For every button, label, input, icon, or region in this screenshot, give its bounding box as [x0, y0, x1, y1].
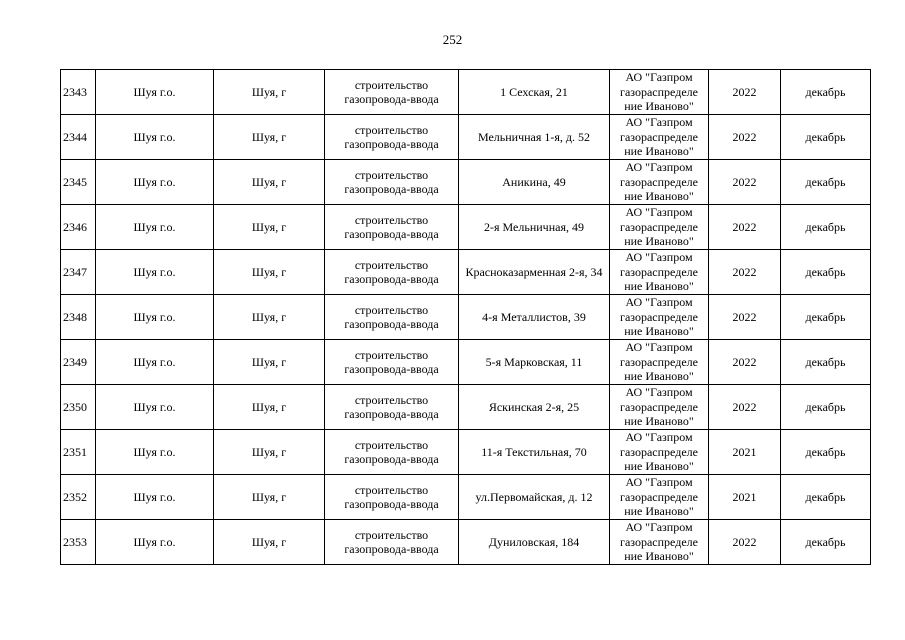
settlement: Шуя, г [251, 220, 287, 234]
month: декабрь [805, 220, 846, 234]
work-type-line1: строительство [354, 303, 429, 317]
row-number-cell [61, 520, 96, 565]
owner-line1: АО "Газпром [625, 385, 693, 400]
month-cell [781, 70, 871, 115]
row-number: 2350 [63, 400, 87, 414]
settlement-cell [214, 160, 325, 205]
municipality: Шуя г.о. [133, 355, 176, 369]
owner-line3: ние Иваново" [624, 189, 694, 204]
settlement-cell [214, 250, 325, 295]
year-cell [709, 295, 781, 340]
year: 2022 [732, 85, 757, 99]
month-cell [781, 205, 871, 250]
address-cell [459, 430, 610, 475]
settlement: Шуя, г [251, 130, 287, 144]
owner-line2: газораспределе [620, 399, 698, 414]
month: декабрь [805, 265, 846, 279]
settlement-cell [214, 340, 325, 385]
owner-line3: ние Иваново" [624, 99, 694, 114]
address: 11-я Текстильная, 70 [481, 445, 587, 459]
address: Яскинская 2-я, 25 [488, 400, 580, 414]
year-cell [709, 385, 781, 430]
municipality: Шуя г.о. [133, 175, 176, 189]
municipality-cell [96, 70, 214, 115]
year-cell [709, 70, 781, 115]
work-type-line2: газопровода-ввода [344, 542, 439, 556]
owner-line1: АО "Газпром [625, 520, 693, 535]
municipality-cell [96, 520, 214, 565]
settlement: Шуя, г [251, 85, 287, 99]
table-row [61, 520, 871, 565]
owner-line2: газораспределе [620, 174, 698, 189]
address-cell [459, 70, 610, 115]
owner-line3: ние Иваново" [624, 234, 694, 249]
address-cell [459, 295, 610, 340]
municipality-cell [96, 160, 214, 205]
settlement-cell [214, 70, 325, 115]
month-cell [781, 250, 871, 295]
work-type-line2: газопровода-ввода [344, 317, 439, 331]
owner-line1: АО "Газпром [625, 475, 693, 490]
work-type-line1: строительство [354, 528, 429, 542]
work-type-cell [325, 250, 459, 295]
owner-line1: АО "Газпром [625, 295, 693, 310]
settlement: Шуя, г [251, 490, 287, 504]
address: Дуниловская, 184 [488, 535, 580, 549]
municipality-cell [96, 385, 214, 430]
row-number: 2344 [63, 130, 87, 144]
row-number: 2345 [63, 175, 87, 189]
work-type-cell [325, 385, 459, 430]
settlement-cell [214, 385, 325, 430]
year-cell [709, 520, 781, 565]
row-number-cell [61, 430, 96, 475]
work-type-cell [325, 475, 459, 520]
work-type-line2: газопровода-ввода [344, 362, 439, 376]
owner-line3: ние Иваново" [624, 504, 694, 519]
month: декабрь [805, 445, 846, 459]
row-number-cell [61, 385, 96, 430]
month: декабрь [805, 85, 846, 99]
municipality: Шуя г.о. [133, 85, 176, 99]
address: Красноказарменная 2-я, 34 [465, 265, 603, 279]
address-cell [459, 385, 610, 430]
owner-cell [610, 340, 709, 385]
row-number-cell [61, 205, 96, 250]
settlement: Шуя, г [251, 445, 287, 459]
address-cell [459, 160, 610, 205]
municipality: Шуя г.о. [133, 490, 176, 504]
table-row [61, 115, 871, 160]
owner-line3: ние Иваново" [624, 369, 694, 384]
municipality: Шуя г.о. [133, 400, 176, 414]
table-row [61, 250, 871, 295]
month-cell [781, 520, 871, 565]
settlement: Шуя, г [251, 175, 287, 189]
owner-cell [610, 250, 709, 295]
month-cell [781, 115, 871, 160]
owner-line2: газораспределе [620, 129, 698, 144]
work-type-line2: газопровода-ввода [344, 452, 439, 466]
settlement-cell [214, 115, 325, 160]
work-type-cell [325, 430, 459, 475]
work-type-line1: строительство [354, 258, 429, 272]
owner-line2: газораспределе [620, 264, 698, 279]
owner-cell [610, 205, 709, 250]
year: 2022 [732, 355, 757, 369]
work-type-cell [325, 160, 459, 205]
owner-line1: АО "Газпром [625, 250, 693, 265]
table-row [61, 475, 871, 520]
work-type-line1: строительство [354, 123, 429, 137]
month-cell [781, 475, 871, 520]
owner-cell [610, 160, 709, 205]
row-number: 2352 [63, 490, 87, 504]
municipality: Шуя г.о. [133, 220, 176, 234]
settlement: Шуя, г [251, 265, 287, 279]
address: 2-я Мельничная, 49 [484, 220, 584, 234]
address-cell [459, 475, 610, 520]
work-type-line2: газопровода-ввода [344, 497, 439, 511]
address-cell [459, 115, 610, 160]
year: 2022 [732, 310, 757, 324]
owner-line1: АО "Газпром [625, 160, 693, 175]
owner-line3: ние Иваново" [624, 144, 694, 159]
owner-line2: газораспределе [620, 534, 698, 549]
owner-cell [610, 385, 709, 430]
month: декабрь [805, 490, 846, 504]
month-cell [781, 295, 871, 340]
work-type-line1: строительство [354, 438, 429, 452]
table-row [61, 385, 871, 430]
owner-line3: ние Иваново" [624, 414, 694, 429]
work-type-line1: строительство [354, 213, 429, 227]
municipality: Шуя г.о. [133, 310, 176, 324]
municipality: Шуя г.о. [133, 535, 176, 549]
year: 2022 [732, 265, 757, 279]
year: 2021 [732, 445, 757, 459]
month: декабрь [805, 355, 846, 369]
work-type-line1: строительство [354, 78, 429, 92]
row-number-cell [61, 250, 96, 295]
year: 2022 [732, 220, 757, 234]
owner-line3: ние Иваново" [624, 459, 694, 474]
work-type-line2: газопровода-ввода [344, 92, 439, 106]
work-type-line2: газопровода-ввода [344, 182, 439, 196]
owner-line3: ние Иваново" [624, 279, 694, 294]
owner-cell [610, 520, 709, 565]
table-row [61, 70, 871, 115]
settlement: Шуя, г [251, 310, 287, 324]
address-cell [459, 205, 610, 250]
owner-line1: АО "Газпром [625, 340, 693, 355]
month: декабрь [805, 400, 846, 414]
municipality-cell [96, 430, 214, 475]
municipality-cell [96, 115, 214, 160]
work-type-line2: газопровода-ввода [344, 137, 439, 151]
settlement: Шуя, г [251, 535, 287, 549]
year-cell [709, 430, 781, 475]
month-cell [781, 160, 871, 205]
owner-cell [610, 430, 709, 475]
month-cell [781, 385, 871, 430]
work-type-cell [325, 340, 459, 385]
table-row [61, 430, 871, 475]
municipality-cell [96, 295, 214, 340]
year-cell [709, 160, 781, 205]
month: декабрь [805, 175, 846, 189]
owner-line2: газораспределе [620, 444, 698, 459]
municipality-cell [96, 205, 214, 250]
owner-line1: АО "Газпром [625, 70, 693, 85]
owner-line3: ние Иваново" [624, 324, 694, 339]
address: Аникина, 49 [502, 175, 566, 189]
address: 4-я Металлистов, 39 [482, 310, 586, 324]
settlement: Шуя, г [251, 355, 287, 369]
municipality-cell [96, 250, 214, 295]
row-number: 2346 [63, 220, 87, 234]
owner-line2: газораспределе [620, 309, 698, 324]
address-cell [459, 250, 610, 295]
row-number-cell [61, 340, 96, 385]
municipality: Шуя г.о. [133, 130, 176, 144]
owner-line2: газораспределе [620, 489, 698, 504]
municipality: Шуя г.о. [133, 445, 176, 459]
owner-line1: АО "Газпром [625, 430, 693, 445]
owner-line2: газораспределе [620, 84, 698, 99]
year: 2021 [732, 490, 757, 504]
year: 2022 [732, 175, 757, 189]
year-cell [709, 250, 781, 295]
settlement-cell [214, 520, 325, 565]
row-number-cell [61, 115, 96, 160]
work-type-line2: газопровода-ввода [344, 272, 439, 286]
row-number-cell [61, 70, 96, 115]
year: 2022 [732, 535, 757, 549]
address-cell [459, 520, 610, 565]
work-type-line2: газопровода-ввода [344, 227, 439, 241]
year: 2022 [732, 400, 757, 414]
month-cell [781, 430, 871, 475]
owner-cell [610, 115, 709, 160]
month: декабрь [805, 310, 846, 324]
year-cell [709, 115, 781, 160]
row-number: 2353 [63, 535, 87, 549]
row-number: 2351 [63, 445, 87, 459]
row-number: 2343 [63, 85, 87, 99]
table-row [61, 295, 871, 340]
settlement-cell [214, 430, 325, 475]
work-type-cell [325, 520, 459, 565]
settlement-cell [214, 475, 325, 520]
work-type-line1: строительство [354, 393, 429, 407]
address: 1 Сехская, 21 [500, 85, 568, 99]
work-type-line2: газопровода-ввода [344, 407, 439, 421]
work-type-cell [325, 295, 459, 340]
work-type-line1: строительство [354, 348, 429, 362]
address-cell [459, 340, 610, 385]
row-number-cell [61, 160, 96, 205]
owner-cell [610, 70, 709, 115]
page-number: 252 [442, 32, 463, 47]
municipality: Шуя г.о. [133, 265, 176, 279]
table-body [61, 70, 871, 565]
year-cell [709, 475, 781, 520]
owner-cell [610, 475, 709, 520]
month: декабрь [805, 535, 846, 549]
settlement: Шуя, г [251, 400, 287, 414]
year-cell [709, 340, 781, 385]
settlement-cell [214, 205, 325, 250]
owner-cell [610, 295, 709, 340]
settlement-cell [214, 295, 325, 340]
row-number: 2348 [63, 310, 87, 324]
work-type-cell [325, 115, 459, 160]
address: Мельничная 1-я, д. 52 [477, 130, 591, 144]
year-cell [709, 205, 781, 250]
year: 2022 [732, 130, 757, 144]
work-type-cell [325, 205, 459, 250]
owner-line3: ние Иваново" [624, 549, 694, 564]
register-table [60, 69, 871, 565]
month: декабрь [805, 130, 846, 144]
owner-line1: АО "Газпром [625, 115, 693, 130]
row-number-cell [61, 475, 96, 520]
row-number-cell [61, 295, 96, 340]
row-number: 2347 [63, 265, 87, 279]
row-number: 2349 [63, 355, 87, 369]
table-row [61, 205, 871, 250]
table-row [61, 160, 871, 205]
address: 5-я Марковская, 11 [485, 355, 583, 369]
municipality-cell [96, 475, 214, 520]
owner-line2: газораспределе [620, 219, 698, 234]
owner-line2: газораспределе [620, 354, 698, 369]
work-type-line1: строительство [354, 483, 429, 497]
work-type-line1: строительство [354, 168, 429, 182]
address: ул.Первомайская, д. 12 [475, 490, 593, 504]
owner-line1: АО "Газпром [625, 205, 693, 220]
municipality-cell [96, 340, 214, 385]
month-cell [781, 340, 871, 385]
table-row [61, 340, 871, 385]
work-type-cell [325, 70, 459, 115]
